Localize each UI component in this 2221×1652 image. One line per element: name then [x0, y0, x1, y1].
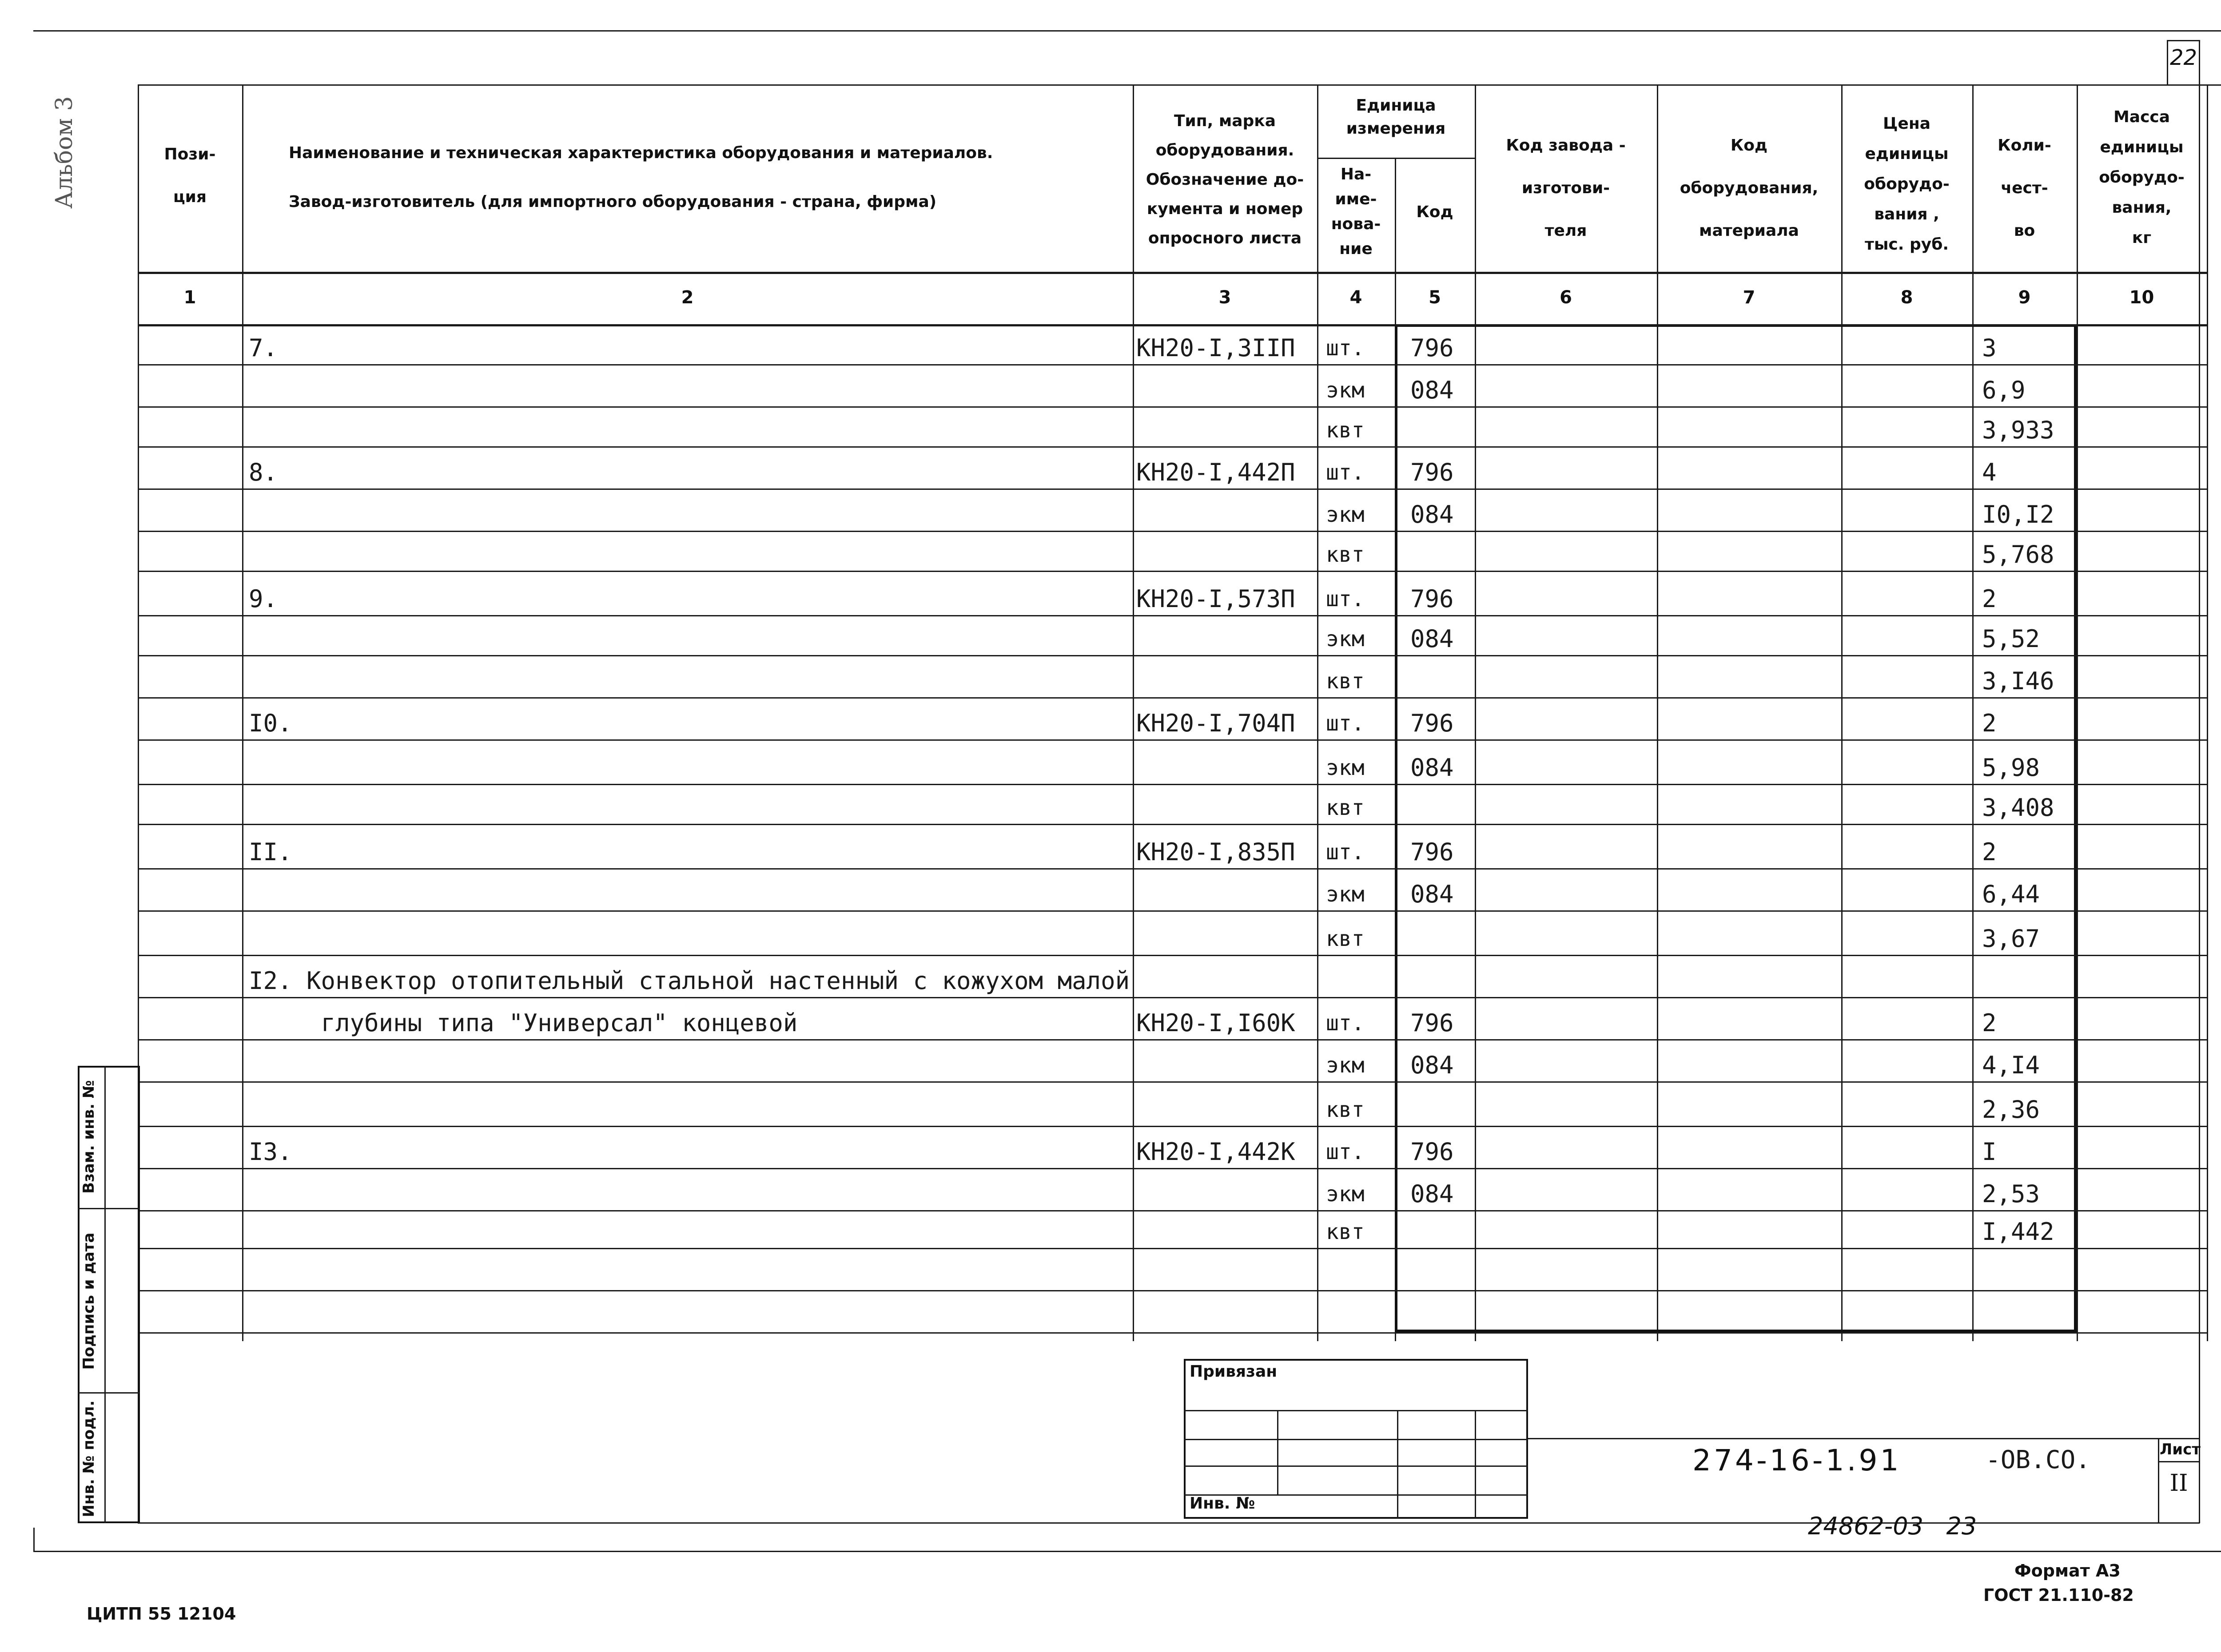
- row-line: [138, 406, 2207, 408]
- cell-qty: 5,768: [1982, 540, 2054, 568]
- colnum-2: 2: [681, 287, 694, 308]
- row-line: [138, 488, 2207, 490]
- colnum-8: 8: [1900, 287, 1913, 308]
- row-line: [138, 997, 2207, 998]
- cell-code: 084: [1410, 376, 1454, 404]
- row-line: [138, 1248, 2207, 1249]
- row-line: [138, 868, 2207, 870]
- priv-line-2: [1184, 1439, 1528, 1440]
- cell-qty: 3,408: [1982, 794, 2054, 822]
- cell-name: I0.: [249, 709, 292, 737]
- row-line: [138, 1332, 2207, 1334]
- colnum-7: 7: [1743, 287, 1755, 308]
- document-designation: 274-16-1.91: [1692, 1443, 1902, 1477]
- inv-no-label: Инв. №: [1190, 1494, 1255, 1513]
- thick-data-frame: [1395, 324, 2077, 1332]
- cell-unit: квт: [1326, 795, 1365, 820]
- cell-unit: экм: [1326, 502, 1365, 527]
- priv-line-3: [1184, 1465, 1528, 1467]
- citp-label: ЦИТП 55 12104: [87, 1604, 236, 1624]
- cell-code: 796: [1410, 1138, 1454, 1166]
- priv-vline-3: [1475, 1410, 1476, 1519]
- cell-qty: 2,36: [1982, 1096, 2040, 1124]
- privyazan-label: Привязан: [1190, 1362, 1278, 1381]
- row-line: [138, 697, 2207, 699]
- cell-code: 084: [1410, 880, 1454, 908]
- row-line: [138, 1210, 2207, 1211]
- priv-vline-2: [1397, 1410, 1398, 1519]
- cell-type: КН20-I,704П: [1136, 709, 1295, 737]
- header-col5: Код: [1416, 203, 1453, 221]
- colnum-10: 10: [2129, 287, 2154, 308]
- cell-qty: I: [1982, 1138, 1997, 1166]
- cell-qty: 4,I4: [1982, 1051, 2040, 1079]
- bottom-cut-line: [33, 1551, 2221, 1552]
- row-line: [138, 1290, 2207, 1291]
- cell-qty: 5,52: [1982, 625, 2040, 653]
- cell-code: 084: [1410, 1180, 1454, 1208]
- cell-code: 796: [1410, 709, 1454, 737]
- cell-type: КН20-I,442П: [1136, 458, 1295, 486]
- cell-name: II.: [249, 838, 292, 866]
- row-line: [138, 531, 2207, 532]
- cell-qty: I0,I2: [1982, 500, 2054, 528]
- cell-unit: квт: [1326, 1219, 1365, 1244]
- cell-qty: 2: [1982, 838, 1997, 866]
- cell-type: КН20-I,3IIП: [1136, 334, 1295, 362]
- row-line: [138, 1039, 2207, 1040]
- cell-qty: 3,933: [1982, 416, 2054, 444]
- cell-code: 084: [1410, 500, 1454, 528]
- list-number: II: [2169, 1470, 2188, 1497]
- side-stamp-inv: Инв. № подл.: [80, 1400, 98, 1517]
- corner-box-top: [2167, 40, 2199, 41]
- cell-name: I3.: [249, 1138, 292, 1166]
- row-line: [138, 364, 2207, 365]
- cell-qty: 3,I46: [1982, 667, 2054, 695]
- cell-unit: квт: [1326, 669, 1365, 694]
- cell-unit: шт.: [1326, 587, 1365, 612]
- gost-label: ГОСТ 21.110-82: [1983, 1585, 2134, 1605]
- cell-qty: 3,67: [1982, 925, 2040, 953]
- list-label: Лист: [2160, 1441, 2201, 1458]
- row-line: [138, 571, 2207, 572]
- cell-unit: экм: [1326, 755, 1365, 780]
- cell-unit: экм: [1326, 882, 1365, 907]
- frame-top: [138, 84, 2221, 86]
- cell-qty: 6,44: [1982, 880, 2040, 908]
- cell-qty: 2,53: [1982, 1180, 2040, 1208]
- cell-name: глубины типа "Универсал" концевой: [249, 1009, 798, 1037]
- cell-name: I2. Конвектор отопительный стальной настенный с кожухом малой: [249, 967, 1130, 995]
- cell-unit: экм: [1326, 378, 1365, 403]
- cell-name: 8.: [249, 458, 278, 486]
- row-line: [138, 910, 2207, 912]
- album-label: Альбом 3: [51, 96, 78, 209]
- cell-unit: шт.: [1326, 840, 1365, 865]
- row-line: [138, 1168, 2207, 1169]
- cell-code: 796: [1410, 585, 1454, 613]
- row-line: [138, 1081, 2207, 1083]
- header-col7: Код оборудования, материала: [1680, 136, 1819, 240]
- cell-qty: 5,98: [1982, 754, 2040, 782]
- header-col6: Код завода - изготови- теля: [1506, 136, 1626, 240]
- header-bottom: [138, 272, 2208, 274]
- cell-code: 084: [1410, 625, 1454, 653]
- cell-unit: шт.: [1326, 711, 1365, 736]
- archive-number: 24862-03 23: [1808, 1512, 1977, 1540]
- cell-qty: 4: [1982, 458, 1997, 486]
- cell-name: 7.: [249, 334, 278, 362]
- priv-vline-1: [1277, 1410, 1278, 1494]
- cell-unit: шт.: [1326, 336, 1365, 361]
- priv-line-1: [1184, 1410, 1528, 1411]
- row-line: [138, 1126, 2207, 1127]
- row-line: [138, 784, 2207, 785]
- colnum-4: 4: [1349, 287, 1362, 308]
- header-col8: Цена единицы оборудо- вания , тыс. руб.: [1864, 115, 1950, 254]
- list-box-divider: [2158, 1461, 2199, 1462]
- top-cut-line: [33, 30, 2221, 32]
- cell-unit: экм: [1326, 1182, 1365, 1207]
- row-line: [138, 446, 2207, 448]
- cell-code: 796: [1410, 838, 1454, 866]
- cell-unit: шт.: [1326, 1140, 1365, 1164]
- unit-group-line: [1317, 158, 1475, 159]
- side-stamp-podpis: Подпись и дата: [80, 1232, 98, 1370]
- row-line: [138, 739, 2207, 741]
- header-unit-group: Единица измерения: [1346, 96, 1446, 138]
- sheet-corner-number: 22: [2170, 45, 2197, 70]
- cell-type: КН20-I,442К: [1136, 1138, 1295, 1166]
- header-col4: На- име- нова- ние: [1331, 165, 1381, 258]
- cell-code: 084: [1410, 754, 1454, 782]
- cell-type: КН20-I,835П: [1136, 838, 1295, 866]
- cell-code: 796: [1410, 334, 1454, 362]
- cell-type: КН20-I,573П: [1136, 585, 1295, 613]
- header-col2: Наименование и техническая характеристика оборудования и материалов. Завод-изготовитель (для импортного оборудования - страна, фирма): [289, 144, 993, 211]
- cell-name: 9.: [249, 585, 278, 613]
- cell-unit: квт: [1326, 926, 1365, 951]
- cell-qty: I,442: [1982, 1218, 2054, 1246]
- row-line: [138, 655, 2207, 656]
- cell-unit: экм: [1326, 627, 1365, 651]
- colnum-9: 9: [2018, 287, 2031, 308]
- format-label: Формат А3: [2014, 1561, 2121, 1581]
- cell-unit: квт: [1326, 418, 1365, 443]
- cell-code: 084: [1410, 1051, 1454, 1079]
- header-col1: Пози- ция: [164, 145, 216, 206]
- cell-qty: 2: [1982, 709, 1997, 737]
- header-col10: Масса единицы оборудо- вания, кг: [2099, 108, 2185, 247]
- colnum-3: 3: [1218, 287, 1231, 308]
- row-line: [138, 824, 2207, 825]
- cell-unit: экм: [1326, 1053, 1365, 1078]
- list-box-left: [2158, 1438, 2159, 1522]
- cell-code: 796: [1410, 458, 1454, 486]
- cell-code: 796: [1410, 1009, 1454, 1037]
- colnum-bottom: [138, 324, 2208, 326]
- colnum-6: 6: [1560, 287, 1572, 308]
- side-stamp-divider: [104, 1066, 106, 1523]
- cell-qty: 2: [1982, 585, 1997, 613]
- header-col9: Коли- чест- во: [1998, 136, 2051, 240]
- colnum-5: 5: [1429, 287, 1441, 308]
- row-line: [138, 615, 2207, 616]
- frame-right: [2199, 40, 2200, 1523]
- row-line: [138, 955, 2207, 956]
- document-suffix: -ОВ.СО.: [1986, 1446, 2091, 1474]
- cell-type: КН20-I,I60К: [1136, 1009, 1295, 1037]
- header-col3: Тип, марка оборудования. Обозначение до- кумента и номер опросного листа: [1146, 112, 1304, 247]
- title-block-top: [1528, 1438, 2200, 1439]
- side-stamp-vzam: Взам. инв. №: [80, 1080, 98, 1194]
- cell-unit: квт: [1326, 1097, 1365, 1122]
- corner-box-left: [2167, 40, 2168, 84]
- colnum-1: 1: [183, 287, 196, 308]
- bottom-left-tick: [33, 1528, 35, 1551]
- cell-qty: 2: [1982, 1009, 1997, 1037]
- cell-qty: 6,9: [1982, 376, 2026, 404]
- cell-qty: 3: [1982, 334, 1997, 362]
- cell-unit: шт.: [1326, 1011, 1365, 1036]
- cell-unit: шт.: [1326, 460, 1365, 485]
- cell-unit: квт: [1326, 542, 1365, 567]
